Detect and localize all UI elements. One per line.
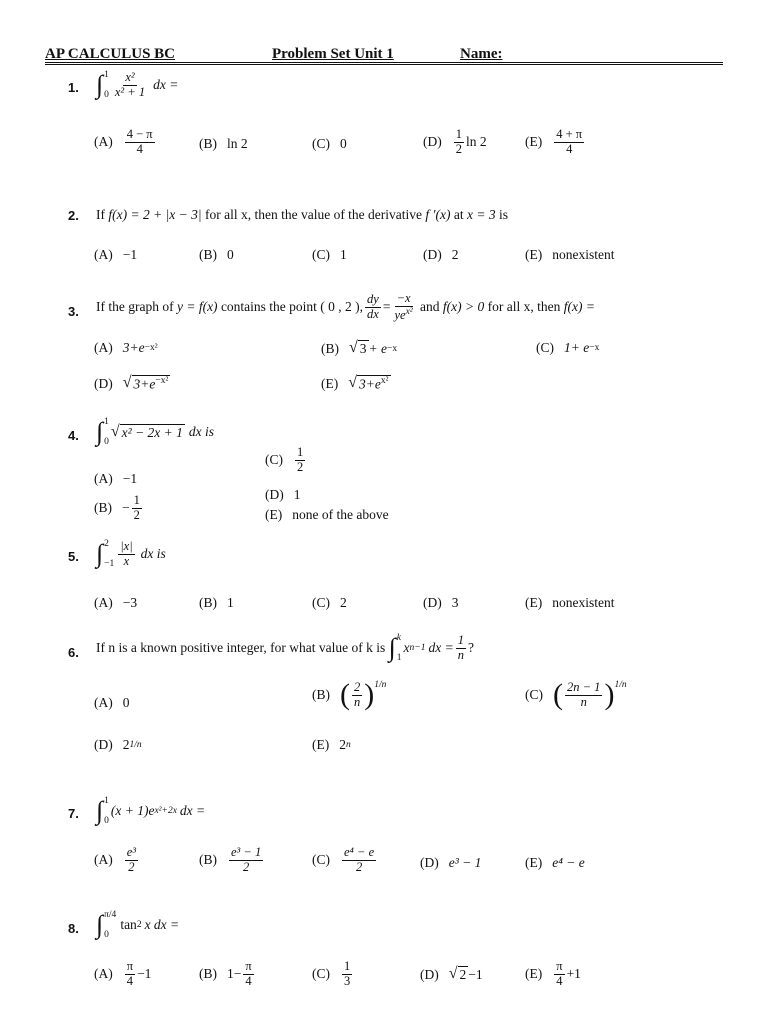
choice-b[interactable]: (B) − $\frac{1}{2}$	[94, 493, 140, 522]
choice-d[interactable]: (D) 1	[265, 487, 301, 502]
choice-b[interactable]: (B) 1	[199, 595, 234, 610]
choice-b[interactable]: (B) 0	[199, 247, 234, 262]
integral-sign: ∫ 1 0	[96, 70, 109, 100]
choice-a[interactable]: (A) −1	[94, 247, 138, 262]
question-2-stem: If f(x) = 2 + |x − 3| for all x, then the value of the derivative f ′(x) at x = 3 is	[96, 207, 508, 222]
choice-a[interactable]: (A) 0	[94, 695, 130, 710]
choice-d[interactable]: (D) 2	[423, 247, 459, 262]
course-title: AP CALCULUS BC	[45, 46, 176, 62]
question-number: 1.	[68, 80, 79, 95]
header-rule	[45, 62, 723, 63]
integrand-fraction: $\frac{\text{x²}}{\text{x² + 1}}$	[114, 69, 146, 99]
question-7-stem: ∫ 1 0 (x + 1)e x²+2x dx =	[96, 796, 206, 826]
choice-d[interactable]: (D) e³ − 1	[420, 855, 482, 870]
choice-e[interactable]: (E) e⁴ − e	[525, 855, 585, 870]
question-6-stem: If n is a known positive integer, for what value of k is ∫ k 1 x n−1 dx = $\frac{1}{n}$ ?	[96, 632, 474, 663]
choice-c[interactable]: (C) $\frac{1}{2}$	[265, 445, 304, 474]
integral-sign: ∫ π/4 0	[96, 910, 117, 940]
integral-sign: ∫ 1 0	[96, 796, 109, 826]
question-1-stem: ∫ 1 0 $\frac{\text{x²}}{\text{x² + 1}}$ dx =	[96, 69, 179, 100]
choice-c[interactable]: (C) 0	[312, 136, 347, 151]
choice-e[interactable]: (E) nonexistent	[525, 247, 615, 262]
choice-c[interactable]: (C) ( $\frac{2n - 1}{n}$ ) $^{1/n}$	[525, 678, 627, 711]
choice-b[interactable]: (B) $\frac{\text{e³ − 1}}{2}$	[199, 845, 262, 874]
choice-b[interactable]: (B) ( $\frac{2}{n}$ ) $^{1/n}$	[312, 678, 387, 711]
choice-e[interactable]: (E) √ $3+e^{x^2}$	[321, 374, 389, 392]
choice-e[interactable]: (E) $\frac{\pi}{4}$ +1	[525, 959, 581, 988]
choice-b[interactable]: (B) √ 3 + e −x	[321, 339, 398, 356]
choice-d[interactable]: (D) 3	[423, 595, 459, 610]
question-number: 7.	[68, 806, 79, 821]
question-3-stem: If the graph of y = f(x) contains the point ( 0 , 2 ), $\frac{dy}{dx}$ = $\frac{-x}{ye^{x^2}}$ and f(x) > 0 for all x, then f(x) =	[96, 291, 595, 322]
choice-e[interactable]: (E) none of the above	[265, 507, 389, 522]
choice-e[interactable]: (E) 2 n	[312, 737, 351, 752]
choice-c[interactable]: (C) 1	[312, 247, 347, 262]
choice-e[interactable]: (E) $\frac{4 + \pi}{4}$	[525, 127, 583, 156]
question-8-stem: ∫ π/4 0 tan 2 x dx =	[96, 910, 180, 940]
choice-a[interactable]: (A) −1	[94, 471, 138, 486]
choice-c[interactable]: (C) $\frac{1}{3}$	[312, 959, 351, 988]
name-label: Name:	[460, 46, 503, 62]
integral-sign: ∫ 2 −1	[96, 539, 115, 569]
choice-a[interactable]: (A) −3	[94, 595, 138, 610]
question-number: 2.	[68, 208, 79, 223]
question-number: 6.	[68, 645, 79, 660]
question-number: 4.	[68, 428, 79, 443]
choice-e[interactable]: (E) nonexistent	[525, 595, 615, 610]
integral-sign: ∫ 1 0	[96, 417, 109, 447]
question-number: 5.	[68, 549, 79, 564]
integral-sign: ∫ k 1	[388, 633, 402, 663]
choice-d[interactable]: (D) √ 2 −1	[420, 965, 483, 982]
choice-b[interactable]: (B) ln 2	[199, 136, 248, 151]
choice-b[interactable]: (B) 1− $\frac{\pi}{4}$	[199, 959, 252, 988]
question-number: 8.	[68, 921, 79, 936]
choice-d[interactable]: (D) 2 1/n	[94, 737, 142, 752]
choice-c[interactable]: (C) $\frac{\text{e⁴ − e}}{2}$	[312, 845, 375, 874]
choice-d[interactable]: (D) √ $3+e^{-x^2}$	[94, 374, 169, 392]
question-number: 3.	[68, 304, 79, 319]
choice-d[interactable]: (D) $\frac{1}{2}$ ln 2	[423, 127, 487, 156]
problem-set-title: Problem Set Unit 1	[272, 46, 394, 62]
choice-c[interactable]: (C) 2	[312, 595, 347, 610]
header-rule-double	[45, 64, 723, 65]
choice-a[interactable]: (A) 3+e −x²	[94, 340, 158, 355]
choice-a[interactable]: (A) $\frac{\text{e³}}{2}$	[94, 845, 137, 874]
choice-a[interactable]: (A) $\frac{\pi}{4}$ −1	[94, 959, 152, 988]
choice-c[interactable]: (C) 1+ e −x	[536, 340, 600, 355]
question-4-stem: ∫ 1 0 √ x² − 2x + 1 dx is	[96, 417, 215, 447]
choice-a[interactable]: (A) $\frac{4 - \pi}{4}$	[94, 127, 153, 156]
question-5-stem: ∫ 2 −1 $\frac{|x|}{x}$ dx is	[96, 538, 166, 569]
